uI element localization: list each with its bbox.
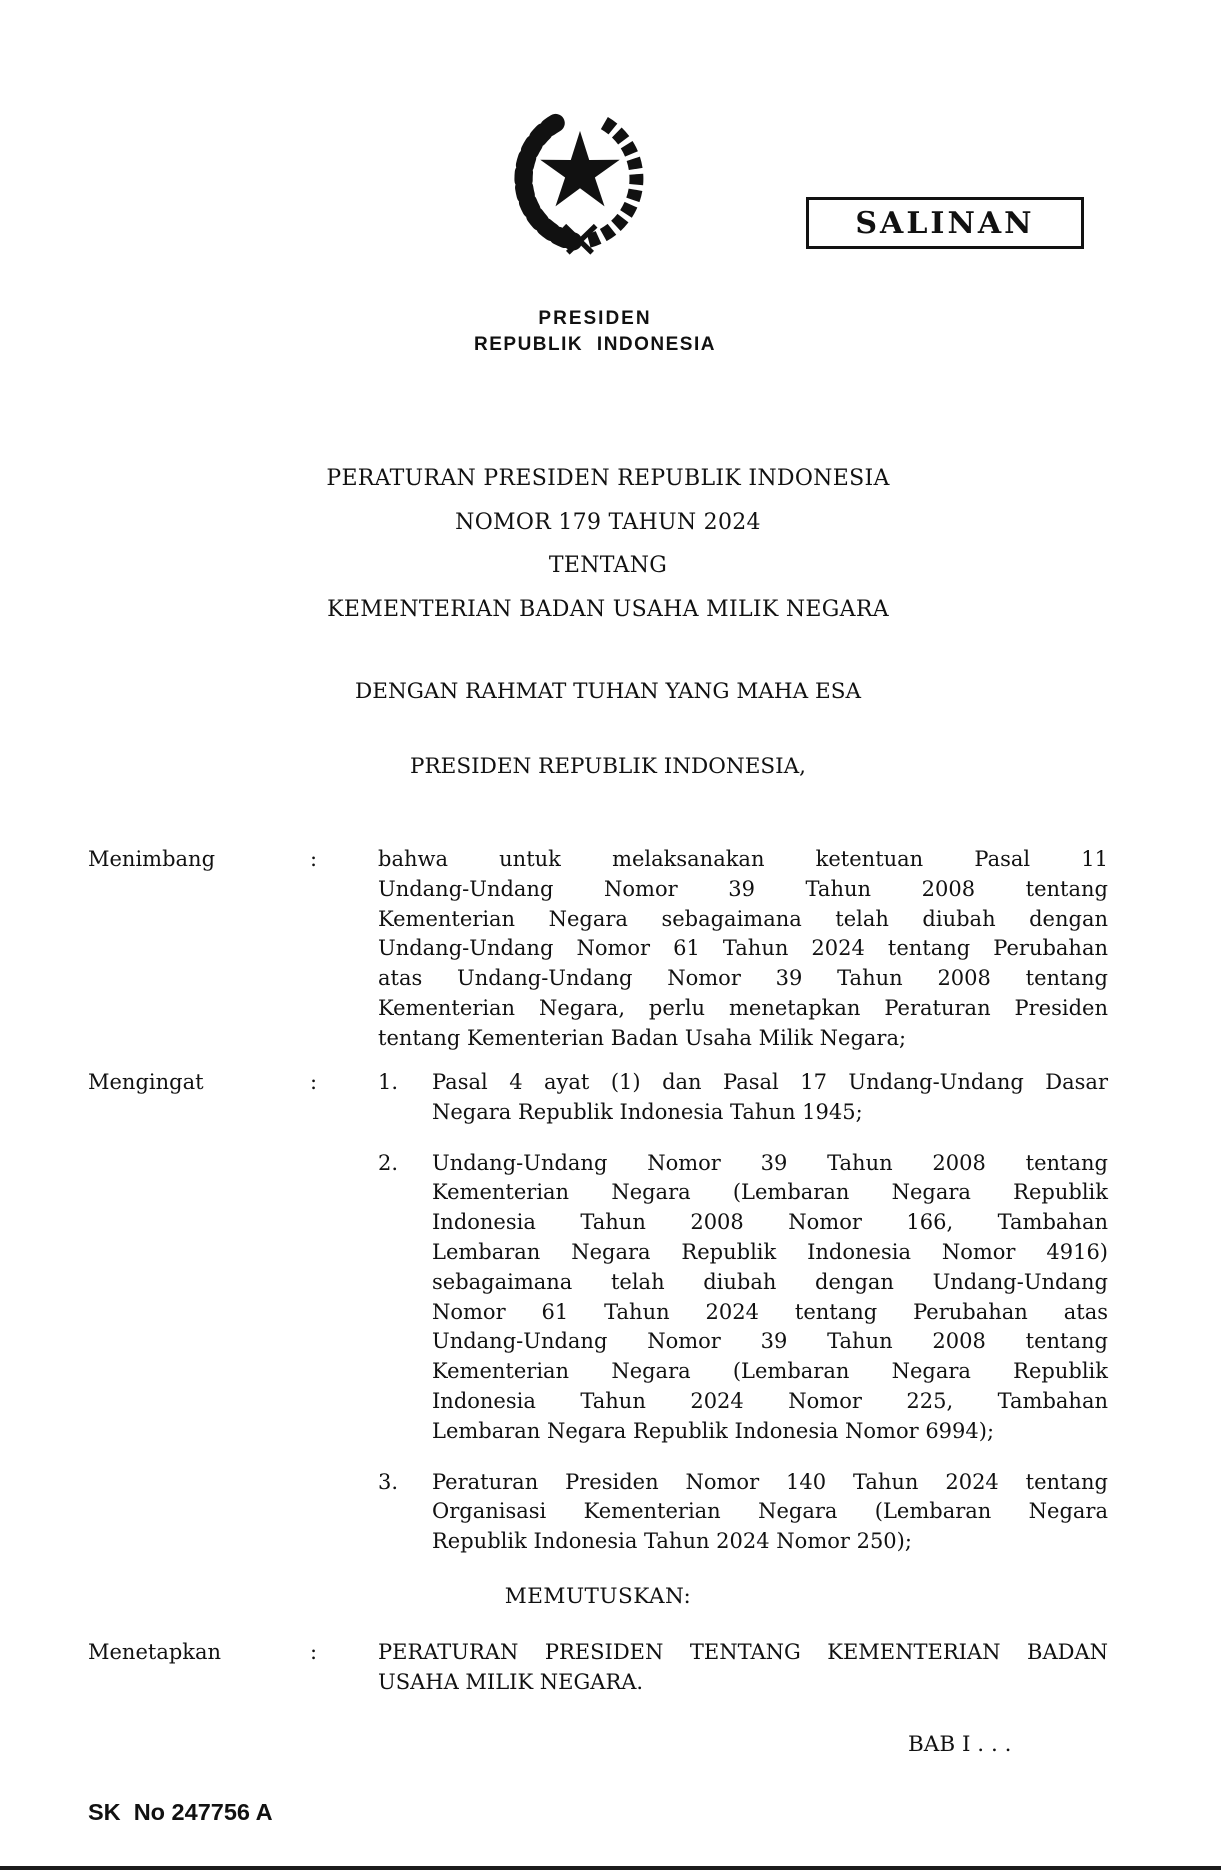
menimbang-section xyxy=(88,845,1108,1054)
menimbang-label: Menimbang xyxy=(88,847,216,871)
memutuskan-heading: MEMUTUSKAN: xyxy=(504,1584,692,1609)
salinan-label: SALINAN xyxy=(855,205,1035,241)
text-line: NOMOR 179 TAHUN 2024 xyxy=(455,509,761,535)
letterhead-presiden: PRESIDEN xyxy=(538,308,652,329)
text-line: Lembaran Negara Republik Indonesia Nomor 6994); xyxy=(432,1418,995,1443)
menimbang-text xyxy=(378,845,1108,1054)
text-line: Kementerian Negara (Lembaran Negara Republik xyxy=(432,1359,1108,1384)
text-line: KEMENTERIAN BADAN USAHA MILIK NEGARA xyxy=(327,596,889,622)
menetapkan-colon: : xyxy=(310,1640,318,1664)
menetapkan-section xyxy=(88,1638,1108,1698)
page-continuation-marker: BAB I . . . xyxy=(908,1732,1012,1757)
menetapkan-text xyxy=(378,1638,1108,1698)
text-line: Undang-Undang Nomor 61 Tahun 2024 tentang Perubahan xyxy=(378,936,1108,961)
menimbang-colon: : xyxy=(310,847,318,871)
text-line: Kementerian Negara, perlu menetapkan Peraturan Presiden xyxy=(378,995,1108,1020)
text-line: Kementerian Negara sebagaimana telah diubah dengan xyxy=(378,906,1108,931)
legal-basis-item-1 xyxy=(378,1068,1108,1128)
scan-edge-artifact xyxy=(0,1866,1221,1870)
text-line: USAHA MILIK NEGARA. xyxy=(378,1669,644,1694)
text-line: tentang Kementerian Badan Usaha Milik Negara; xyxy=(378,1025,907,1050)
letterhead xyxy=(415,306,775,358)
item-text xyxy=(432,1468,1108,1557)
text-line: Undang-Undang Nomor 39 Tahun 2008 tentang xyxy=(432,1329,1108,1354)
star-wreath-emblem-icon xyxy=(493,94,667,260)
item-text xyxy=(432,1149,1108,1447)
text-line: Organisasi Kementerian Negara (Lembaran Negara xyxy=(432,1499,1108,1524)
text-line: Kementerian Negara (Lembaran Negara Republik xyxy=(432,1180,1108,1205)
text-line: Undang-Undang Nomor 39 Tahun 2008 tentang xyxy=(432,1150,1108,1175)
mengingat-items xyxy=(378,1068,1108,1557)
text-line: Republik Indonesia Tahun 2024 Nomor 250); xyxy=(432,1529,912,1554)
text-line: bahwa untuk melaksanakan ketentuan Pasal 11 xyxy=(378,847,1108,871)
issuer-line: PRESIDEN REPUBLIK INDONESIA, xyxy=(410,754,806,779)
regulation-title xyxy=(98,457,1118,631)
star-icon xyxy=(540,131,620,207)
item-text xyxy=(432,1068,1108,1128)
text-line: Negara Republik Indonesia Tahun 1945; xyxy=(432,1099,863,1124)
letterhead-republik-indonesia: REPUBLIK INDONESIA xyxy=(474,334,716,355)
salinan-copy-stamp xyxy=(806,197,1084,249)
text-line: TENTANG xyxy=(548,553,668,578)
item-number: 3. xyxy=(378,1469,399,1494)
mengingat-section xyxy=(88,1068,1108,1557)
text-line: Indonesia Tahun 2024 Nomor 225, Tambahan xyxy=(432,1388,1108,1413)
legal-basis-item-3 xyxy=(378,1468,1108,1557)
mengingat-label: Mengingat xyxy=(88,1070,204,1094)
text-line: Undang-Undang Nomor 39 Tahun 2008 tentang xyxy=(378,876,1108,901)
state-emblem xyxy=(493,94,667,260)
invocation-line: DENGAN RAHMAT TUHAN YANG MAHA ESA xyxy=(355,679,861,704)
text-line: Peraturan Presiden Nomor 140 Tahun 2024 tentang xyxy=(432,1469,1108,1494)
text-line: Indonesia Tahun 2008 Nomor 166, Tambahan xyxy=(432,1210,1108,1235)
menetapkan-label: Menetapkan xyxy=(88,1640,222,1664)
text-line: PERATURAN PRESIDEN TENTANG KEMENTERIAN BADAN xyxy=(378,1640,1108,1664)
item-number: 1. xyxy=(378,1070,399,1094)
text-line: Pasal 4 ayat (1) dan Pasal 17 Undang-Undang Dasar xyxy=(432,1070,1108,1094)
sk-control-number: SK No 247756 A xyxy=(88,1799,273,1825)
legal-basis-item-2 xyxy=(378,1149,1108,1447)
mengingat-colon: : xyxy=(310,1070,318,1094)
text-line: Nomor 61 Tahun 2024 tentang Perubahan atas xyxy=(432,1299,1108,1324)
text-line: Lembaran Negara Republik Indonesia Nomor 4916) xyxy=(432,1239,1108,1264)
item-number: 2. xyxy=(378,1150,399,1175)
text-line: PERATURAN PRESIDEN REPUBLIK INDONESIA xyxy=(326,466,890,491)
text-line: sebagaimana telah diubah dengan Undang-Undang xyxy=(432,1269,1108,1294)
text-line: atas Undang-Undang Nomor 39 Tahun 2008 tentang xyxy=(378,966,1108,991)
